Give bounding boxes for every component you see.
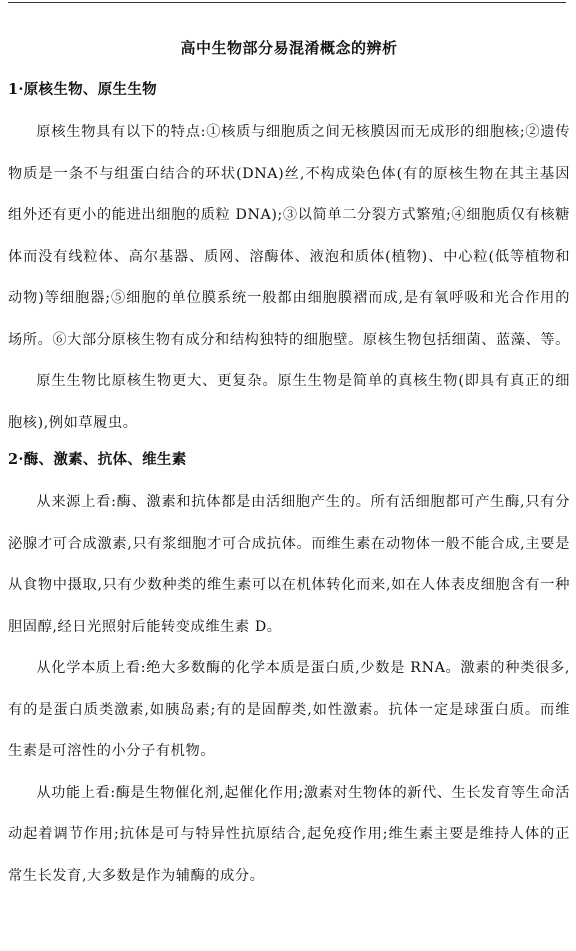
top-rule (8, 2, 566, 3)
paragraph: 从来源上看:酶、激素和抗体都是由活细胞产生的。所有活细胞都可产生酶,只有分泌腺才可合成激素,只有浆细胞才可合成抗体。而维生素在动物体一般不能合成,主要是从食物中摄取,只有少数种类的维生素可以在机体转化而来,如在人体表皮细胞含有一种胆固醇,经日光照射后能转变成维生素 D。 (8, 494, 570, 635)
section-enzyme-hormone (8, 446, 570, 897)
document-body (8, 34, 570, 897)
paragraph: 从化学本质上看:绝大多数酶的化学本质是蛋白质,少数是 RNA。激素的种类很多,有的是蛋白质类激素,如胰岛素;有的是固醇类,如性激素。抗体一定是球蛋白质。而维生素是可溶性的小分子有机物。 (8, 660, 570, 759)
paragraph: 从功能上看:酶是生物催化剂,起催化作用;激素对生物体的新代、生长发育等生命活动起着调节作用;抗体是可与特异性抗原结合,起免疫作用;维生素主要是维持人体的正常生长发育,大多数是作为辅酶的成分。 (8, 784, 570, 884)
section-prokaryote (8, 76, 570, 444)
paragraph: 原生生物比原核生物更大、更复杂。原生生物是简单的真核生物(即具有真正的细胞核),例如草履虫。 (8, 373, 570, 431)
section-heading: 2·酶、激素、抗体、维生素 (8, 451, 187, 468)
paragraph: 原核生物具有以下的特点:①核质与细胞质之间无核膜因而无成形的细胞核;②遗传物质是一条不与组蛋白结合的环状(DNA)丝,不构成染色体(有的原核生物在其主基因组外还有更小的能进出细胞的质粒 DNA);③以简单二分裂方式繁殖;④细胞质仅有核糖体而没有线粒体、高尔基器、质网、溶酶体、液泡和质体(植物)、中心粒(低等植物和动物)等细胞器;⑤细胞的单位膜系统一般都由细胞膜褶而成,是有氧呼吸和光合作用的场所。⑥大部分原核生物有成分和结构独特的细胞壁。原核生物包括细菌、蓝藻、等。 (8, 124, 570, 348)
section-heading: 1·原核生物、原生生物 (8, 81, 157, 98)
document-title: 高中生物部分易混淆概念的辨析 (180, 39, 398, 57)
